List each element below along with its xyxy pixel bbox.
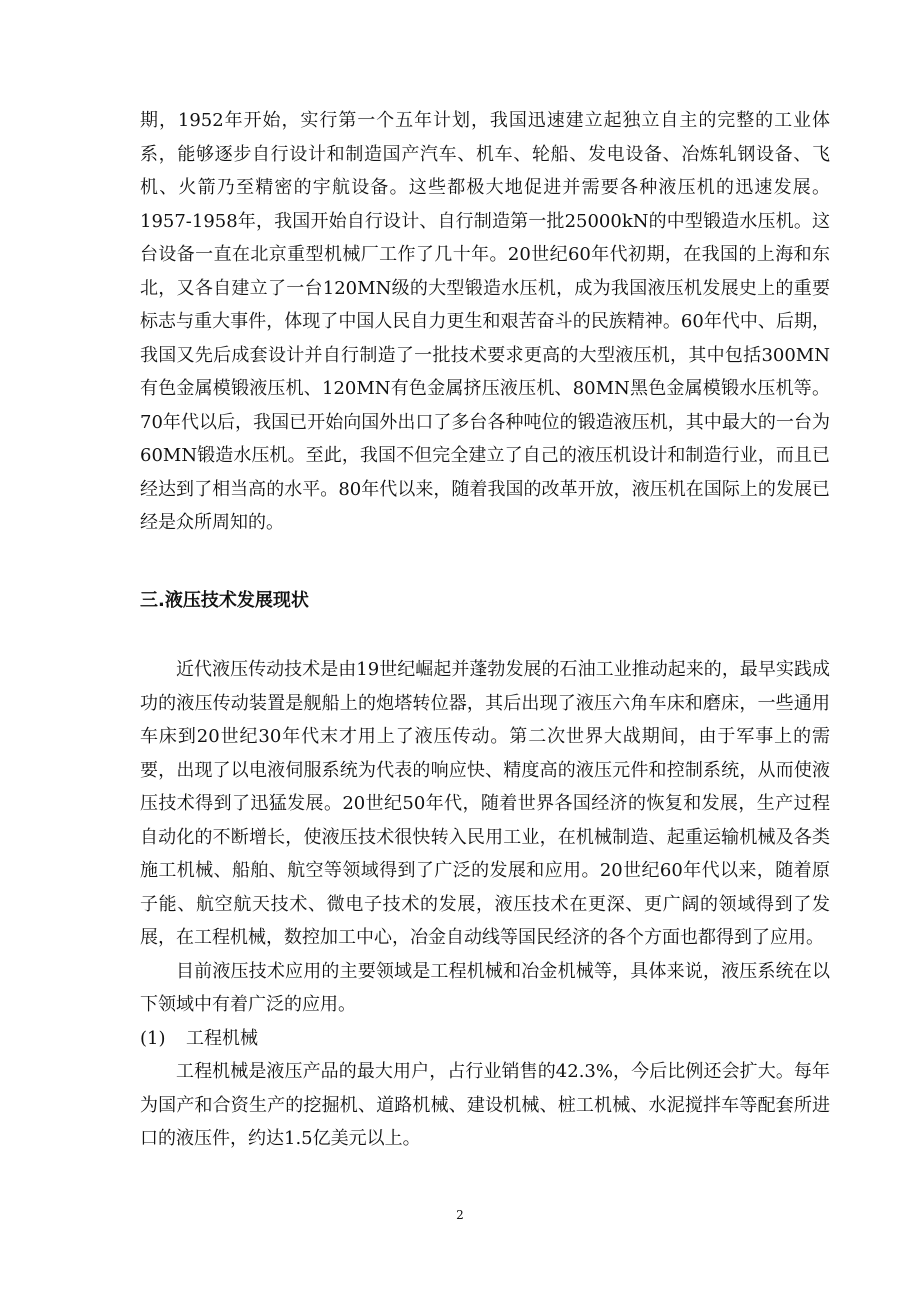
- body-paragraph: 工程机械是液压产品的最大用户，占行业销售的42.3%，今后比例还会扩大。每年为国产和合资生产的挖掘机、道路机械、建设机械、桩工机械、水泥搅拌车等配套所进口的液压件，约达1.5亿美元以上。: [140, 1061, 830, 1149]
- list-item: [140, 1022, 830, 1056]
- section-heading: 三.液压技术发展现状: [140, 589, 309, 611]
- list-item-label: 工程机械: [186, 1027, 258, 1049]
- page-number: 2: [456, 1208, 464, 1222]
- body-paragraph: 期，1952年开始，实行第一个五年计划，我国迅速建立起独立自主的完整的工业体系，能够逐步自行设计和制造国产汽车、机车、轮船、发电设备、冶炼轧钢设备、飞机、火箭乃至精密的宇航设备。这些都极大地促进并需要各种液压机的迅速发展。1957-1958年，我国开始自行设计、自行制造第一批25000kN的中型锻造水压机。这台设备一直在北京重型机械厂工作了几十年。20世纪60年代初期，在我国的上海和东北，又各自建立了一台120MN级的大型锻造水压机，成为我国液压机发展史上的重要标志与重大事件，体现了中国人民自力更生和艰苦奋斗的民族精神。60年代中、后期，我国又先后成套设计并自行制造了一批技术要求更高的大型液压机，其中包括300MN有色金属模锻液压机、120MN有色金属挤压液压机、80MN黑色金属模锻水压机等。70年代以后，我国已开始向国外出口了多台各种吨位的锻造液压机，其中最大的一台为60MN锻造水压机。至此，我国不但完全建立了自己的液压机设计和制造行业，而且已经达到了相当高的水平。80年代以来，随着我国的改革开放，液压机在国际上的发展已经是众所周知的。: [140, 110, 830, 533]
- body-paragraph: 近代液压传动技术是由19世纪崛起并蓬勃发展的石油工业推动起来的，最早实践成功的液压传动装置是舰船上的炮塔转位器，其后出现了液压六角车床和磨床，一些通用车床到20世纪30年代末才用上了液压传动。第二次世界大战期间，由于军事上的需要，出现了以电液伺服系统为代表的响应快、精度高的液压元件和控制系统，从而使液压技术得到了迅猛发展。20世纪50年代，随着世界各国经济的恢复和发展，生产过程自动化的不断增长，使液压技术很快转入民用工业，在机械制造、起重运输机械及各类施工机械、船舶、航空等领域得到了广泛的发展和应用。20世纪60年代以来，随着原子能、航空航天技术、微电子技术的发展，液压技术在更深、更广阔的领域得到了发展，在工程机械，数控加工中心，冶金自动线等国民经济的各个方面也都得到了应用。: [140, 659, 830, 948]
- body-paragraph: 目前液压技术应用的主要领域是工程机械和冶金机械等，具体来说，液压系统在以下领域中有着广泛的应用。: [140, 960, 830, 1015]
- document-page: [140, 104, 830, 1156]
- list-item-number: (1): [140, 1027, 166, 1049]
